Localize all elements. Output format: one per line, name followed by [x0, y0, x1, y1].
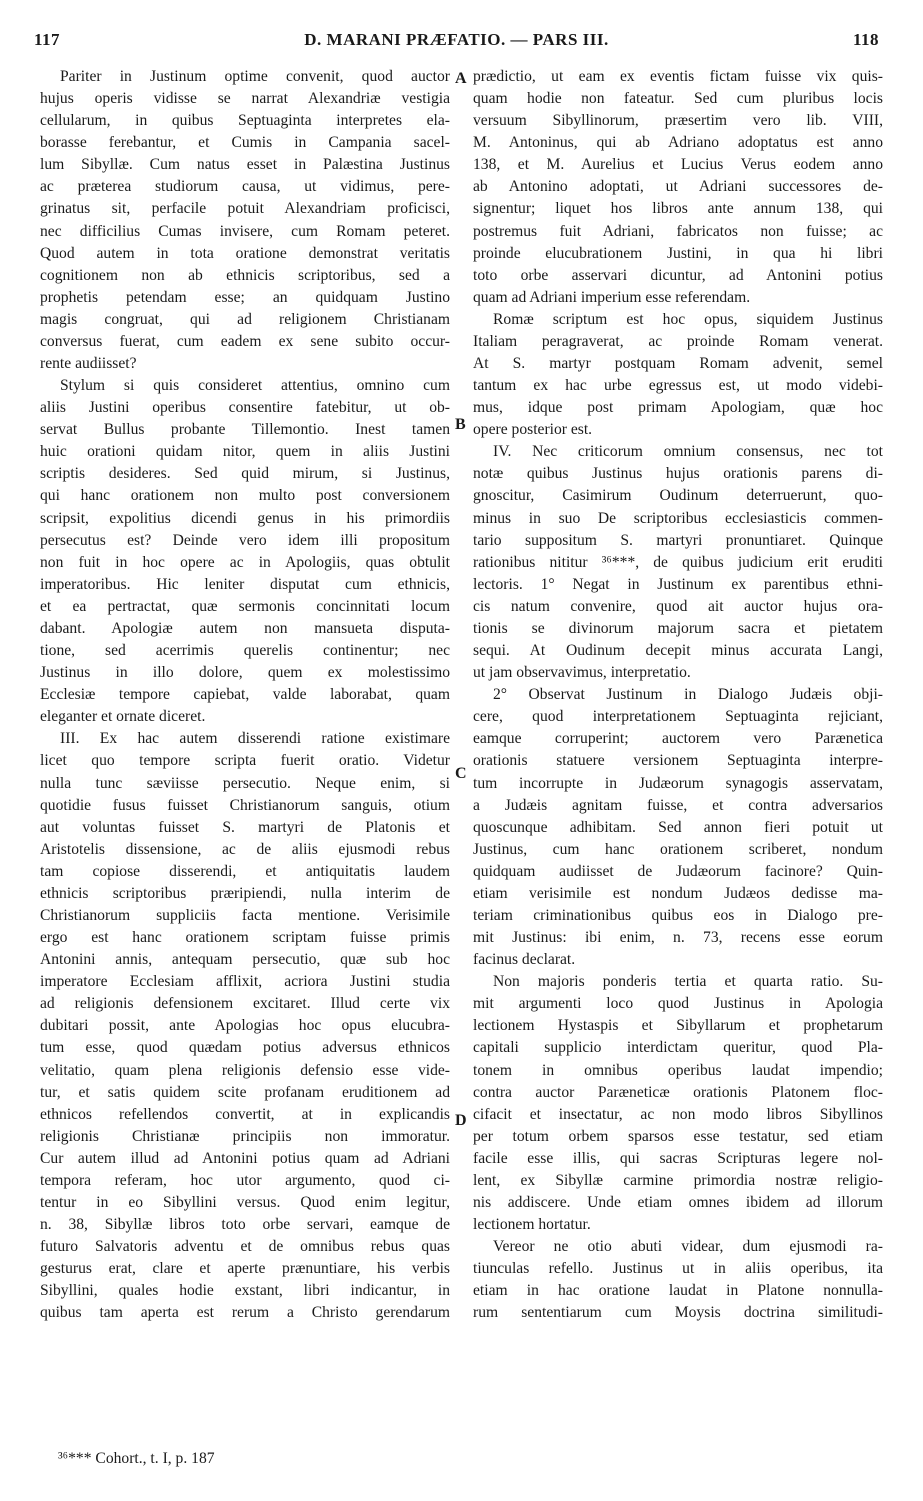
footnote-mark: ³⁶***	[58, 1450, 92, 1467]
text-line: lectoris. 1° Negat in Justinum ex parentibus ethni-	[473, 575, 883, 593]
text-line: huic orationi quidam nitor, quem in aliis Justini	[40, 443, 450, 461]
text-line: non fuit in hoc opere ac in Apologiis, quas obtulit	[40, 553, 450, 571]
text-line: Aristotelis dissensione, ac de aliis ejusmodi rebus	[40, 840, 450, 858]
text-line: Ecclesiæ tempore capiebat, valde laborabat, quam	[40, 686, 450, 704]
text-line: ab Antonino adoptati, ut Adriani successores de-	[473, 178, 883, 196]
text-line: tum esse, quod quædam potius adversus ethnicos	[40, 1039, 450, 1057]
text-line: tur, et satis quidem scite profanam eruditionem ad	[40, 1083, 450, 1101]
text-line: gesturus erat, clare et aperte prænuntiare, his verbis	[40, 1260, 450, 1278]
text-line: borasse ferebantur, et Cumis in Campania sacel-	[40, 134, 450, 152]
text-line: eamque corruperint; auctorem vero Parænetica	[473, 730, 883, 748]
text-line: cere, quod interpretationem Septuaginta rejiciant,	[473, 708, 883, 726]
text-line: nis addiscere. Unde etiam omnes ibidem ad illorum	[473, 1193, 883, 1211]
text-line: quidquam audiisset de Judæorum facinore? Quin-	[473, 862, 883, 880]
text-line: quam ad Adriani imperium esse referendam.	[473, 288, 751, 306]
text-line: capitali supplicio interdictam queritur, quod Pla-	[473, 1039, 883, 1057]
text-line: tiunculas refello. Justinus ut in aliis operibus, ita	[473, 1260, 883, 1278]
text-line: prædictio, ut eam ex eventis fictam fuisse vix quis-	[473, 68, 883, 85]
text-line: IV. Nec criticorum omnium consensus, nec tot	[493, 443, 883, 461]
text-line: minus in suo De scriptoribus ecclesiasticis commen-	[473, 509, 883, 527]
text-line: hujus operis vidisse se narrat Alexandriæ vestigia	[40, 90, 450, 108]
text-line: rum sententiarum cum Moysis doctrina similitudi-	[473, 1304, 883, 1322]
text-line: Sibyllini, quales hodie exstant, libri indicantur, in	[40, 1282, 450, 1300]
text-line: cifacit et insectatur, ac non modo libros Sibyllinos	[473, 1105, 883, 1123]
text-line: M. Antoninus, qui ab Adriano adoptatus est anno	[473, 134, 883, 152]
text-line: tempora referam, hoc utor argumento, quod ci-	[40, 1171, 450, 1189]
text-line: toto orbe asservari dicuntur, ad Antonini potius	[473, 266, 883, 284]
margin-marker-b: B	[455, 416, 466, 433]
text-line: postremus fuit Adriani, fabricatos non fuisse; ac	[473, 222, 883, 240]
text-line: Justinus in illo dolore, quem ex molestissimo	[40, 664, 450, 682]
footnote-text: Cohort., t. I, p. 187	[95, 1450, 215, 1467]
text-line: qui hanc orationem non multo post conversionem	[40, 487, 450, 505]
text-line: contra auctor Paræneticæ orationis Platonem floc-	[473, 1083, 883, 1101]
text-line: aut voluntas fuisset S. martyri de Platonis et	[40, 818, 450, 836]
text-line: prophetis petendam esse; an quidquam Justino	[40, 288, 450, 306]
text-line: notæ quibus Justinus hujus orationis parens di-	[473, 465, 883, 483]
text-line: tonem in omnibus operibus laudat impendio;	[473, 1061, 883, 1079]
text-line: mit Justinus: ibi enim, n. 73, recens esse eorum	[473, 929, 883, 947]
text-line: lectionem Hystaspis et Sibyllarum et prophetarum	[473, 1017, 883, 1035]
text-line: quotidie fusus fuisset Christianorum sanguis, otium	[40, 796, 450, 814]
text-line: facinus declarat.	[473, 951, 576, 969]
text-line: imperatore Ecclesiam afflixit, acriora Justini studia	[40, 973, 450, 991]
text-line: sequi. At Oudinum decepit minus accurata Langi,	[473, 642, 883, 660]
text-line: Vereor ne otio abuti videar, dum ejusmodi ra-	[493, 1238, 883, 1256]
text-line: eleganter et ornate diceret.	[40, 708, 206, 726]
text-line: quibus tam aperta est rerum a Christo gerendarum	[40, 1304, 450, 1322]
text-line: grinatus sit, perfacile potuit Alexandriam proficisci,	[40, 200, 450, 218]
text-line: Antonini annis, antequam persecutio, quæ sub hoc	[40, 951, 450, 969]
text-line: dubitari possit, ante Apologias hoc opus elucubra-	[40, 1017, 450, 1035]
text-line: lum Sibyllæ. Cum natus esset in Palæstina Justinus	[40, 156, 450, 174]
text-line: At S. martyr postquam Romam advenit, semel	[473, 355, 883, 373]
text-line: tionis se divinorum majorum sacra et pietatem	[473, 619, 883, 637]
text-line: tam copiose disserendi, et antiquitatis laudem	[40, 862, 450, 880]
page-number-left: 117	[34, 30, 61, 49]
text-line: n. 38, Sibyllæ libros toto orbe servari, eamque de	[40, 1216, 450, 1234]
text-line: tione, sed acerrimis querelis continentur; nec	[40, 642, 450, 660]
text-line: tario suppositum S. martyri pronuntiaret. Quinque	[473, 531, 883, 549]
text-line: et ea pertractat, quæ sermonis concinnitati locum	[40, 597, 450, 615]
running-header	[34, 30, 879, 58]
text-line: nec difficilius Cumas invisere, cum Romam peteret.	[40, 222, 450, 240]
footnote	[58, 1450, 215, 1468]
text-line: servat Bullus probante Tillemontio. Inest tamen	[40, 421, 450, 439]
left-column	[40, 66, 450, 1324]
text-line: III. Ex hac autem disserendi ratione existimare	[60, 730, 450, 748]
text-line: conversus fuerat, cum eadem ex sene subito occur-	[40, 332, 450, 350]
text-line: signentur; liquet hos libros ante annum 138, qui	[473, 200, 883, 218]
text-line: quam hodie non fateatur. Sed cum pluribus locis	[473, 90, 883, 108]
text-line: licet quo tempore scripta fuerit oratio. Videtur	[40, 752, 450, 770]
text-line: Italiam peragraverat, ac proinde Romam venerat.	[473, 332, 883, 350]
text-line: ethnicos refellendos convertit, at in explicandis	[40, 1105, 450, 1123]
text-line: scripsit, expolitius dicendi genus in his primordiis	[40, 509, 450, 527]
running-title: D. MARANI PRÆFATIO. — PARS III.	[304, 30, 609, 49]
text-line: Romæ scriptum est hoc opus, siquidem Justinus	[493, 310, 883, 328]
text-line: tentur in eo Sibyllini versus. Quod enim legitur,	[40, 1193, 450, 1211]
text-line: 2° Observat Justinum in Dialogo Judæis obji-	[493, 686, 883, 704]
text-line: ad religionis defensionem excitaret. Illud certe vix	[40, 995, 450, 1013]
text-line: Non majoris ponderis tertia et quarta ratio. Su-	[493, 973, 883, 991]
text-line: ut jam observavimus, interpretatio.	[473, 664, 691, 682]
text-line: rente audiisset?	[40, 355, 137, 373]
text-line: persecutus est? Deinde vero idem illi propositum	[40, 531, 450, 549]
text-line: nulla tunc sæviisse persecutio. Neque enim, si	[40, 774, 450, 792]
text-line: lectionem hortatur.	[473, 1216, 591, 1234]
text-line: magis congruat, qui ad religionem Christianam	[40, 310, 450, 328]
text-line: Stylum si quis consideret attentius, omnino cum	[60, 377, 450, 395]
text-line: Pariter in Justinum optime convenit, quod auctor	[60, 68, 450, 85]
text-line: aliis Justini operibus consentire fatebitur, ut ob-	[40, 399, 450, 417]
text-line: ergo est hanc orationem scriptam fuisse primis	[40, 929, 450, 947]
text-line: teriam criminationibus quibus eos in Dialogo pre-	[473, 906, 883, 924]
text-line: dabant. Apologiæ autem non mansueta disputa-	[40, 619, 450, 637]
text-line: mus, idque post primam Apologiam, quæ hoc	[473, 399, 883, 417]
text-line: ac præterea studiorum causa, ut vidimus, pere-	[40, 178, 450, 196]
text-line: per totum orbem sparsos esse testatur, sed etiam	[473, 1127, 883, 1145]
right-column	[473, 66, 883, 1324]
text-line: scriptis desideres. Sed quid mirum, si Justinus,	[40, 465, 450, 483]
text-line: facile esse illis, qui sacras Scripturas legere nol-	[473, 1149, 883, 1167]
text-line: imperatoribus. Hic leniter disputat cum ethnicis,	[40, 575, 450, 593]
text-line: a Judæis agnitam fuisse, et contra adversarios	[473, 796, 883, 814]
text-line: mit argumenti loco quod Justinus in Apologia	[473, 995, 883, 1013]
text-line: Quod autem in tota oratione demonstrat veritatis	[40, 244, 450, 262]
text-line: tantum ex hac urbe egressus est, ut modo videbi-	[473, 377, 883, 395]
text-line: quoscunque adhibitam. Sed annon fieri potuit ut	[473, 818, 883, 836]
text-line: rationibus nititur ³⁶***, de quibus judicium erit eruditi	[473, 553, 883, 571]
text-line: 138, et M. Aurelius et Lucius Verus eodem anno	[473, 156, 883, 174]
text-line: lent, ex Sibyllæ carmine primordia nostræ religio-	[473, 1171, 883, 1189]
text-line: cellularum, in quibus Septuaginta interpretes ela-	[40, 112, 450, 130]
text-line: versuum Sibyllinorum, præsertim vero lib. VIII,	[473, 112, 883, 130]
text-line: tum incorrupte in Judæorum synagogis asservatam,	[473, 774, 883, 792]
text-line: etiam verisimile est nondum Judæos dedisse ma-	[473, 884, 883, 902]
text-line: Justinus, cum hanc orationem scriberet, nondum	[473, 840, 883, 858]
text-line: cis natum convenire, quod ait auctor hujus ora-	[473, 597, 883, 615]
page-number-right: 118	[852, 30, 879, 49]
text-line: orationis statuere versionem Septuaginta interpre-	[473, 752, 883, 770]
margin-marker-d: D	[455, 1112, 467, 1129]
text-line: Christianorum suppliciis facta mentione. Verisimile	[40, 906, 450, 924]
text-line: etiam in hac oratione laudat in Platone nonnulla-	[473, 1282, 883, 1300]
text-line: futuro Salvatoris adventu et de omnibus rebus quas	[40, 1238, 450, 1256]
text-line: proinde elucubrationem Justini, in qua hi libri	[473, 244, 883, 262]
text-line: gnoscitur, Casimirum Oudinum deterruerunt, quo-	[473, 487, 883, 505]
margin-marker-a: A	[455, 70, 467, 87]
text-line: Cur autem illud ad Antonini potius quam ad Adriani	[40, 1149, 450, 1167]
text-line: opere posterior est.	[473, 421, 593, 439]
margin-marker-c: C	[455, 765, 467, 782]
text-line: velitatio, quam plena religionis defensio esse vide-	[40, 1061, 450, 1079]
text-line: ethnicis scriptoribus præripiendi, nulla interim de	[40, 884, 450, 902]
text-line: cognitionem non ab ethnicis scriptoribus, sed a	[40, 266, 450, 284]
text-line: religionis Christianæ principiis non immoratur.	[40, 1127, 450, 1145]
